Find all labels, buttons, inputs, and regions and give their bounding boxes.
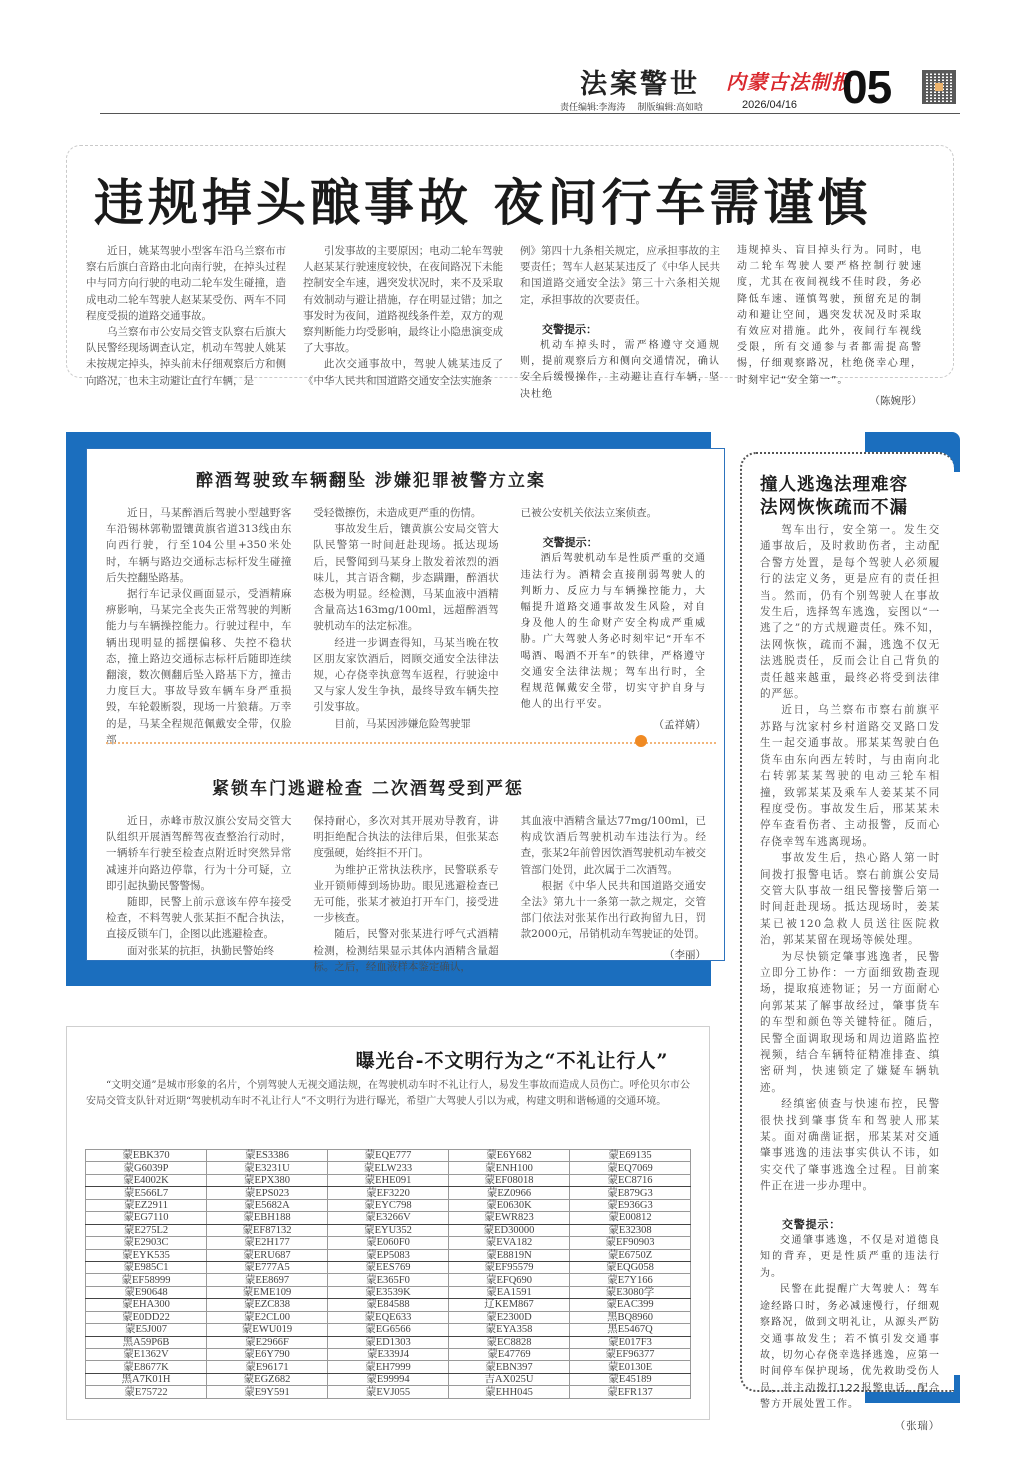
exposure-headline: 曝光台-不文明行为之“不礼让行人”	[355, 1050, 669, 1072]
license-plate-cell: 蒙EF96377	[570, 1349, 691, 1361]
license-plate-cell: 蒙EYU352	[328, 1224, 449, 1236]
paragraph: 驾车出行，安全第一。发生交通事故后，及时救助伤者，主动配合警方处置，是每个驾驶人必须履行的法定义务，更是应有的责任担当。然而，仍有个别驾驶人在事故发生后，选择驾车逃逸，妄图以“一逃了之”的方式规避责任。殊不知，法网恢恢，疏而不漏，逃逸不仅无法逃脱责任，反而会让自己背负的责任越来越重，最终必将受到法律的严惩。	[760, 524, 940, 701]
license-plate-cell: 黑A7K01H	[86, 1373, 207, 1385]
license-plate-cell: 蒙E90648	[86, 1286, 207, 1298]
license-plate-cell: 蒙E365F0	[328, 1274, 449, 1286]
license-plate-cell: 蒙E5682A	[207, 1199, 328, 1211]
paragraph: 经缜密侦查与快速布控，民警很快找到肇事货车和驾驶人邢某某。面对确凿证据，邢某某对交通肇事逃逸的违法事实供认不讳，如实交代了肇事逃逸全过程。目前案件正在进一步办理中。	[760, 1098, 940, 1193]
license-plate-cell: 蒙E8819N	[449, 1249, 570, 1261]
page-number: 05	[842, 61, 892, 113]
license-plate-cell: 蒙E0630K	[449, 1199, 570, 1211]
license-plate-cell: 蒙EQE633	[328, 1311, 449, 1323]
license-plate-cell: 蒙EG7110	[86, 1212, 207, 1224]
table-row	[86, 1311, 691, 1323]
masthead-divider	[100, 113, 960, 114]
license-plate-cell: 蒙E75722	[86, 1386, 207, 1398]
license-plate-cell: 蒙E2CL00	[207, 1311, 328, 1323]
table-row	[86, 1199, 691, 1211]
paragraph: “文明交通”是城市形象的名片，个别驾驶人无视交通法规，在驾驶机动车时不礼让行人，易发生事故而造成人员伤亡。呼伦贝尔市公安局交管支队针对近期“驾驶机动车时不礼让行人”不文明行为进行曝光，希望广大驾驶人引以为戒，构建文明和谐畅通的交通环境。	[86, 1080, 690, 1107]
license-plate-cell: 蒙E4002K	[86, 1174, 207, 1186]
license-plate-cell: 蒙E777A5	[207, 1261, 328, 1273]
paragraph: 近日，赤峰市敖汉旗公安局交管大队组织开展酒驾醉驾夜查整治行动时，一辆轿车行驶至检查点附近时突然异常减速并向路边停靠，行为十分可疑，立即引起执勤民警警惕。	[106, 815, 292, 892]
license-plate-cell: 蒙EWU019	[207, 1324, 328, 1336]
top-story-column-3	[520, 243, 720, 409]
license-plate-cell: 蒙E96171	[207, 1361, 328, 1373]
license-plate-cell: 蒙E3266V	[328, 1212, 449, 1224]
paragraph: 近日，姚某驾驶小型客车沿乌兰察布市察右后旗白音路由北向南行驶，在掉头过程中与同方向行驶的电动二轮车发生碰撞，造成电动二轮车驾驶人赵某某受伤、两车不同程度受损的道路交通事故。	[86, 245, 286, 322]
paragraph: 已被公安机关依法立案侦查。	[520, 507, 658, 519]
license-plate-cell: 蒙E32308	[570, 1224, 691, 1236]
table-row	[86, 1299, 691, 1311]
headline-line-1: 撞人逃逸法理难容	[760, 475, 908, 495]
license-plate-cell: 蒙E69135	[570, 1150, 691, 1162]
license-plate-cell: 蒙E566L7	[86, 1187, 207, 1199]
license-plate-cell: 蒙EC8716	[570, 1174, 691, 1186]
license-plate-cell: 蒙EQ7069	[570, 1162, 691, 1174]
license-plate-cell: 蒙EF08018	[449, 1174, 570, 1186]
table-row	[86, 1361, 691, 1373]
license-plate-cell: 蒙EBH188	[207, 1212, 328, 1224]
license-plate-cell: 蒙ED1303	[328, 1336, 449, 1348]
license-plate-cell: 蒙E017F3	[570, 1336, 691, 1348]
license-plate-cell: 蒙E3539K	[328, 1286, 449, 1298]
license-plate-cell: 蒙E1362V	[86, 1349, 207, 1361]
table-row	[86, 1162, 691, 1174]
license-plate-cell: 蒙ED30000	[449, 1224, 570, 1236]
table-row	[86, 1249, 691, 1261]
license-plate-cell: 蒙E00812	[570, 1212, 691, 1224]
tip-body: 酒后驾驶机动车是性质严重的交通违法行为。酒精会直接削弱驾驶人的判断力、反应力与车辆操控能力，大幅提升道路交通事故发生风险，对自身及他人的生命财产安全构成严重威胁。广大驾驶人务必时刻牢记“开车不喝酒、喝酒不开车”的铁律，严格遵守交通安全法律法规；驾车出行时，全程规范佩戴安全带，切实守护自身与他人的出行平安。	[520, 553, 706, 711]
license-plate-cell: 蒙EF95579	[449, 1261, 570, 1273]
story1-column-3	[521, 505, 706, 748]
license-plate-cell: 蒙EVJ055	[328, 1386, 449, 1398]
license-plate-cell: 蒙E879G3	[570, 1187, 691, 1199]
paragraph: 保持耐心，多次对其开展劝导教育，讲明拒绝配合执法的法律后果，但张某态度强硬，始终拒不开门。	[313, 815, 499, 860]
license-plate-cell: 蒙E2H177	[207, 1237, 328, 1249]
paragraph: 事故发生后，热心路人第一时间拨打报警电话。察右前旗公安局交管大队事故一组民警接警后第一时间赶赴现场。抵达现场时，姜某某已被120急救人员送往医院救治，郭某某留在现场等候处理。	[760, 852, 940, 947]
license-plate-cell: 黑BQ8960	[570, 1311, 691, 1323]
license-plate-cell: 辽KEM867	[449, 1299, 570, 1311]
top-story-column-2	[303, 243, 503, 409]
story1-body	[106, 505, 706, 748]
tip-body: 交通肇事逃逸，不仅是对道德良知的背弃，更是性质严重的违法行为。	[760, 1235, 940, 1279]
story2-column-3	[521, 813, 706, 975]
license-plate-cell: 蒙EWR823	[449, 1212, 570, 1224]
license-plate-cell: 蒙E6Y682	[449, 1150, 570, 1162]
top-story-column-1	[86, 243, 286, 409]
paragraph: 近日，马某醉酒后驾驶小型越野客车沿锡林郭勒盟镶黄旗省道313线由东向西行驶，行至104公里+350米处时，车辆与路边交通标志标杆发生碰撞后失控翻坠路基。	[106, 507, 292, 584]
table-row	[86, 1274, 691, 1286]
license-plate-cell: 蒙E936G3	[570, 1199, 691, 1211]
story1-headline: 醉酒驾驶致车辆翻坠 涉嫌犯罪被警方立案	[196, 471, 546, 491]
license-plate-cell: 黑A59P6B	[86, 1336, 207, 1348]
story1-column-2	[313, 505, 498, 748]
table-row	[86, 1373, 691, 1385]
side-story-headline	[760, 474, 908, 520]
table-row	[86, 1286, 691, 1298]
license-plate-cell: 蒙EF58999	[86, 1274, 207, 1286]
tip-body: 机动车掉头时，需严格遵守交通规则，提前观察后方和侧向交通情况，确认安全后缓慢操作，主动避让直行车辆，坚决杜绝	[520, 340, 720, 400]
paragraph: 面对张某的抗拒，执勤民警始终	[127, 944, 274, 957]
license-plate-cell: 蒙EBN397	[449, 1361, 570, 1373]
paragraph: 此次交通事故中，驾驶人姚某违反了《中华人民共和国道路交通安全法实施条	[303, 358, 503, 387]
license-plate-cell: 蒙E0DD22	[86, 1311, 207, 1323]
license-plate-cell: 蒙E7Y166	[570, 1274, 691, 1286]
license-plate-cell: 蒙EFQ690	[449, 1274, 570, 1286]
license-plate-cell: 蒙EYC798	[328, 1199, 449, 1211]
license-plate-cell: 蒙G6039P	[86, 1162, 207, 1174]
license-plate-cell: 蒙EQG058	[570, 1261, 691, 1273]
byline: （李丽）	[663, 948, 706, 961]
side-story-body	[760, 522, 940, 1434]
license-plate-cell: 蒙E3080学	[570, 1286, 691, 1298]
paragraph: 目前，马某因涉嫌危险驾驶罪	[334, 717, 471, 730]
license-plate-cell: 蒙ES3386	[207, 1150, 328, 1162]
license-plate-cell: 蒙E5J007	[86, 1324, 207, 1336]
license-plate-cell: 蒙E47769	[449, 1349, 570, 1361]
license-plate-cell: 蒙E985C1	[86, 1261, 207, 1273]
paragraph: 事故发生后，镶黄旗公安局交管大队民警第一时间赶赴现场。抵达现场后，民警闻到马某身上散发着浓烈的酒味儿，其言语含糊，步态蹒跚，醉酒状态极为明显。经检测，马某血液中酒精含量高达163mg/100ml，远超醉酒驾驶机动车的法定标准。	[313, 523, 499, 633]
license-plate-cell: 蒙E2966F	[207, 1336, 328, 1348]
license-plate-cell: 蒙EHE091	[328, 1174, 449, 1186]
license-plate-cell: 蒙EME109	[207, 1286, 328, 1298]
license-plate-cell: 蒙E0130E	[570, 1361, 691, 1373]
issue-date: 2026/04/16	[742, 99, 798, 111]
license-plate-cell: 蒙EQE777	[328, 1150, 449, 1162]
license-plate-cell: 蒙EF90903	[570, 1237, 691, 1249]
license-plate-cell: 蒙EP5083	[328, 1249, 449, 1261]
license-plate-cell: 蒙E339J4	[328, 1349, 449, 1361]
table-row	[86, 1237, 691, 1249]
paragraph: 其血液中酒精含量达77mg/100ml，已构成饮酒后驾驶机动车违法行为。经查，张某2年前曾因饮酒驾驶机动车被交管部门处罚，此次属于二次酒驾。	[520, 815, 706, 876]
headline-line-2: 法网恢恢疏而不漏	[760, 498, 908, 518]
layout-editor: 制版编辑:高如晗	[637, 102, 704, 112]
tip-body: 民警在此提醒广大驾驶人：驾车途经路口时，务必减速慢行，仔细观察路况，做到文明礼让，从源头严防交通事故发生；若不慎引发交通事故，切勿心存侥幸选择逃逸，应第一时间停车保护现场，优先救助受伤人员，并主动拨打122报警电话，配合警方开展处置工作。	[760, 1284, 940, 1411]
license-plate-cell: 蒙E8677K	[86, 1361, 207, 1373]
exposure-intro	[86, 1078, 690, 1109]
license-plate-cell: 蒙EE8697	[207, 1274, 328, 1286]
license-plate-cell: 蒙EF87132	[207, 1224, 328, 1236]
license-plate-cell: 蒙EYK535	[86, 1249, 207, 1261]
license-plate-cell: 蒙EZ2911	[86, 1199, 207, 1211]
license-plate-cell: 蒙E2903C	[86, 1237, 207, 1249]
license-plate-cell: 蒙E45189	[570, 1373, 691, 1385]
license-plate-cell: 蒙EVA182	[449, 1237, 570, 1249]
license-plate-cell: 蒙E99994	[328, 1373, 449, 1385]
license-plate-cell: 蒙E6Y790	[207, 1349, 328, 1361]
byline: （孟祥婧）	[653, 719, 706, 732]
license-plate-cell: 蒙E6750Z	[570, 1249, 691, 1261]
license-plate-cell: 蒙ENH100	[449, 1162, 570, 1174]
license-plate-cell: 蒙EAC399	[570, 1299, 691, 1311]
license-plate-cell: 蒙E84588	[328, 1299, 449, 1311]
paragraph: 为维护正常执法秩序，民警联系专业开锁师傅到场协助。眼见逃避检查已无可能，张某才被迫打开车门，接受进一步核查。	[313, 863, 499, 925]
table-row	[86, 1336, 691, 1348]
paragraph: 为尽快锁定肇事逃逸者，民警立即分工协作：一方面细致勘查现场，提取痕迹物证；另一方面耐心向郭某某了解事故经过，肇事货车的车型和颜色等关键特征。随后，民警全面调取现场和周边道路监控视频，结合车辆特征精准排查、缜密研判，快速锁定了嫌疑车辆轨迹。	[760, 950, 940, 1094]
license-plate-cell: 蒙EPS023	[207, 1187, 328, 1199]
paragraph: 例》第四十九条相关规定，应承担事故的主要责任；驾车人赵某某违反了《中华人民共和国道路交通安全法》第三十六条相关规定，承担事故的次要责任。	[520, 245, 720, 306]
license-plate-cell: 蒙EHH045	[449, 1386, 570, 1398]
section-title: 法案警世	[580, 69, 700, 100]
byline: （张瑞）	[894, 1419, 940, 1432]
paragraph: 根据《中华人民共和国道路交通安全法》第九十一条第一款之规定，交管部门依法对张某作出行政拘留九日，罚款2000元，吊销机动车驾驶证的处罚。	[520, 879, 706, 941]
license-plate-cell: 蒙E2300D	[449, 1311, 570, 1323]
license-plate-cell: 蒙EYA358	[449, 1324, 570, 1336]
table-row	[86, 1212, 691, 1224]
license-plate-cell: 蒙EFR137	[570, 1386, 691, 1398]
table-row	[86, 1324, 691, 1336]
paragraph: 经进一步调查得知，马某当晚在牧区朋友家饮酒后，罔顾交通安全法律法规，心存侥幸执意驾车返程，行驶途中又与家人发生争执，最终导致车辆失控引发事故。	[313, 636, 499, 714]
license-plate-cell: 蒙EES769	[328, 1261, 449, 1273]
paragraph: 随即，民警上前示意该车停车接受检查，不料驾驶人张某拒不配合执法，直接反锁车门，企图以此逃避检查。	[106, 896, 292, 941]
license-plate-cell: 蒙EG6566	[328, 1324, 449, 1336]
license-plate-cell: 黑E5467Q	[570, 1324, 691, 1336]
paragraph: 乌兰察布市公安局交管支队察右后旗大队民警经现场调查认定，机动车驾驶人姚某未按规定掉头，掉头前未仔细观察后方和侧向路况，也未主动避让直行车辆，是	[86, 326, 286, 387]
tip-title: 交警提示：	[542, 323, 597, 336]
license-plate-cell: 蒙EZ0966	[449, 1187, 570, 1199]
story-divider	[106, 742, 716, 744]
tip-body-continued: 违规掉头、盲目掉头行为。同时，电动二轮车驾驶人要严格控制行驶速度，尤其在夜间视线不佳时段，务必降低车速、谨慎驾驶，预留充足的制动和避让空间，遇突发状况及时采取有效应对措施。此外，夜间行车视线受限，所有交通参与者都需提高警惕，仔细观察路况，杜绝侥幸心理，时刻牢记“安全第一”。	[737, 245, 922, 386]
license-plate-cell: 蒙E060F0	[328, 1237, 449, 1249]
table-row	[86, 1224, 691, 1236]
story2-headline: 紧锁车门逃避检查 二次酒驾受到严惩	[212, 779, 524, 799]
license-plate-cell: 蒙E3231U	[207, 1162, 328, 1174]
license-plate-cell: 蒙ERU687	[207, 1249, 328, 1261]
paragraph: 近日，乌兰察布市察右前旗平苏路与沈家村乡村道路交叉路口发生一起交通事故。邢某某驾驶白色货车由东向西左转时，与由南向北右转郭某某驾驶的电动三轮车相撞，致郭某某及乘车人姜某某不同程度受伤。事故发生后，邢某某未停车查看伤者、主动报警，反而心存侥幸驾车逃离现场。	[760, 704, 940, 848]
tip-title: 交警提示：	[782, 1218, 841, 1231]
license-plate-cell: 蒙EBK370	[86, 1150, 207, 1162]
table-row	[86, 1187, 691, 1199]
divider-dot-icon	[635, 735, 647, 747]
paragraph: 据行车记录仪画面显示，受酒精麻痹影响，马某完全丧失正常驾驶的判断能力与车辆操控能力。行驶过程中，车辆出现明显的摇摆偏移、失控不稳状态，撞上路边交通标志标杆后随即连续翻滚，数次侧翻后坠入路基下方，撞击力度巨大。事故导致车辆车身严重损毁，车轮毂断裂，现场一片狼藉。万幸的是，马某全程规范佩戴安全带，仅脸部	[106, 588, 292, 746]
license-plate-cell: 蒙EPX380	[207, 1174, 328, 1186]
paragraph: 受轻微擦伤，未造成更严重的伤情。	[313, 507, 482, 519]
table-row	[86, 1174, 691, 1186]
license-plate-cell: 蒙ELW233	[328, 1162, 449, 1174]
license-plate-cell: 蒙EC8828	[449, 1336, 570, 1348]
qr-code-icon[interactable]	[922, 70, 956, 104]
table-row	[86, 1150, 691, 1162]
paragraph: 引发事故的主要原因；电动二轮车驾驶人赵某某行驶速度较快，在夜间路况下未能控制安全车速，遇突发状况时，来不及采取有效制动与避让措施，存在明显过错；加之事发时为夜间，道路视线条件差，双方的观察判断能力均受影响，最终让小隐患演变成了大事故。	[303, 245, 503, 355]
table-row	[86, 1386, 691, 1398]
story1-column-1	[106, 505, 291, 748]
table-row	[86, 1261, 691, 1273]
editor-in-charge: 责任编辑:李海涛	[560, 102, 626, 112]
newspaper-logo: 内蒙古法制报	[726, 70, 852, 94]
license-plate-cell: 蒙EA1591	[449, 1286, 570, 1298]
license-plate-cell: 蒙EZC838	[207, 1299, 328, 1311]
story2-column-1	[106, 813, 291, 975]
license-plate-cell: 蒙E275L2	[86, 1224, 207, 1236]
license-plate-cell: 蒙EF3220	[328, 1187, 449, 1199]
story2-body	[106, 813, 706, 975]
top-story-body	[86, 243, 946, 409]
story2-column-2	[313, 813, 498, 975]
top-story-headline: 违规掉头酿事故 夜间行车需谨慎	[94, 173, 872, 232]
license-plate-cell: 蒙EHA300	[86, 1299, 207, 1311]
top-story-column-4	[737, 243, 922, 409]
license-plate-table	[85, 1149, 691, 1399]
byline: （陈婉彤）	[869, 394, 922, 407]
editor-credits	[560, 100, 703, 113]
license-plate-cell: 蒙EGZ682	[207, 1373, 328, 1385]
license-plate-cell: 吉AX025U	[449, 1373, 570, 1385]
tip-title: 交警提示：	[542, 537, 598, 550]
license-plate-cell: 蒙EH7999	[328, 1361, 449, 1373]
paragraph: 随后，民警对张某进行呼气式酒精检测，检测结果显示其体内酒精含量超标。之后，经血液样本鉴定确认，	[313, 928, 499, 973]
license-plate-cell: 蒙E9Y591	[207, 1386, 328, 1398]
table-row	[86, 1349, 691, 1361]
